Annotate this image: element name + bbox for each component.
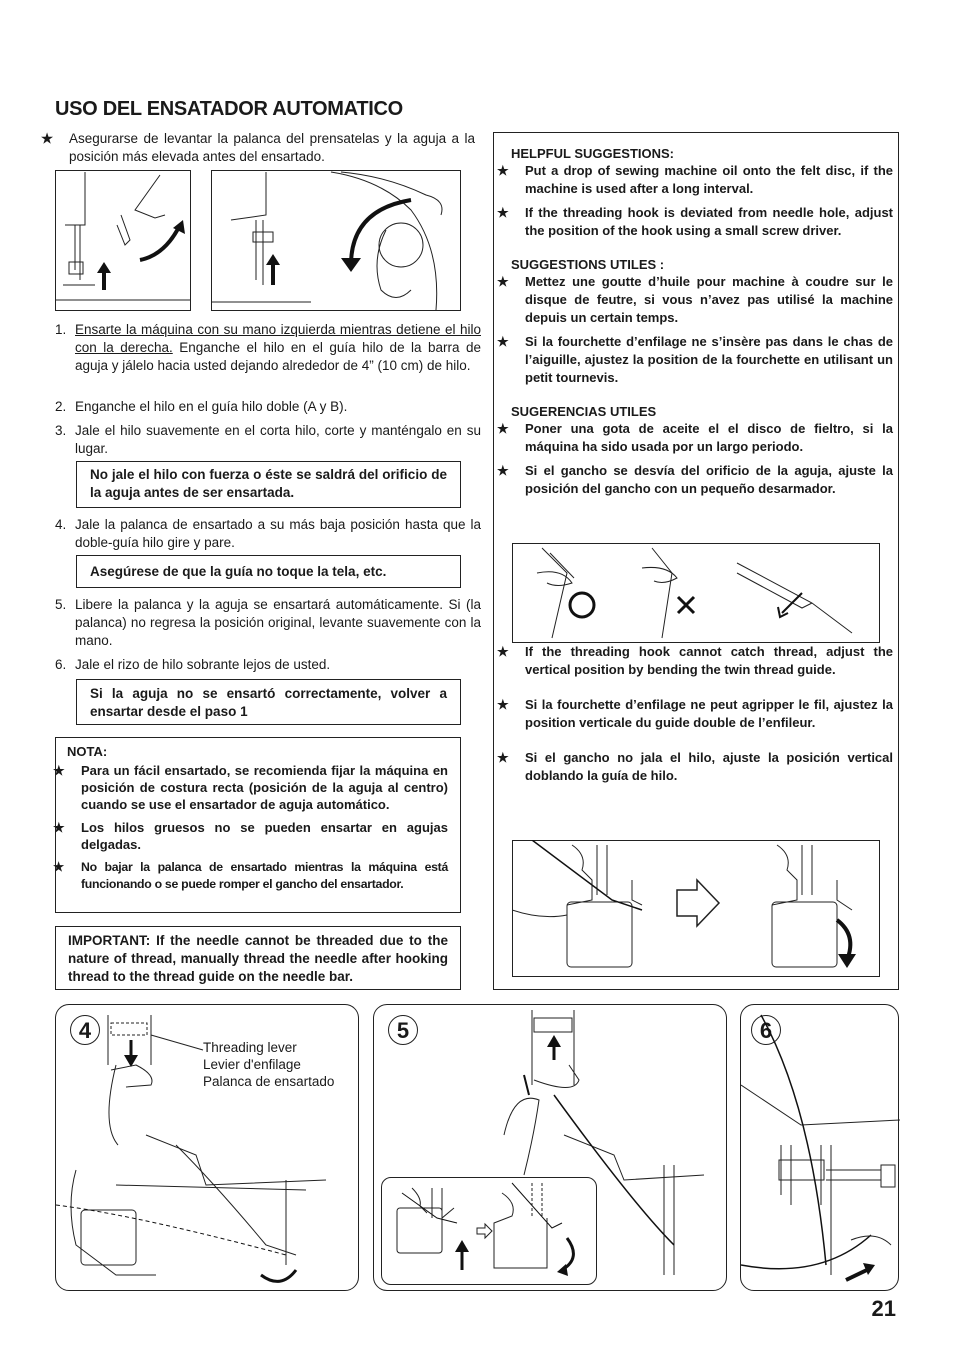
step-2-text: Enganche el hilo en el guía hilo doble (A y B). — [75, 399, 348, 414]
step-5-inset — [381, 1177, 597, 1285]
lever-label-es: Palanca de ensartado — [203, 1074, 335, 1089]
star-icon: ★ — [41, 131, 54, 146]
star-icon: ★ — [53, 860, 64, 874]
step-5-text: Libere la palanca y la aguja se ensartará automáticamente. Si (la palanca) no regresa la posición original, levante suavemente con la mano. — [75, 597, 481, 648]
star-icon: ★ — [497, 697, 509, 712]
step-4-warning: Asegúrese de que la guía no toque la tela, etc. — [90, 564, 387, 579]
thread-guide-illustration — [512, 840, 880, 977]
suggestions-content — [497, 145, 893, 498]
nota-heading: NOTA: — [67, 744, 108, 759]
hook-item — [497, 749, 893, 785]
step-6-illustration — [741, 1005, 900, 1292]
suggestion-item — [497, 162, 893, 198]
step-number: 1. — [55, 322, 67, 337]
page-number: 21 — [871, 1296, 896, 1321]
step-3-text: Jale el hilo suavemente en el corta hilo, corte y manténgalo en su lugar. — [75, 423, 481, 456]
step-5 — [55, 596, 481, 650]
needle-raise-illustration — [211, 170, 461, 311]
step-4-warning-box — [76, 555, 461, 588]
star-icon: ★ — [497, 644, 509, 659]
star-icon: ★ — [53, 763, 65, 778]
nota-item-text: Los hilos gruesos no se pueden ensartar en agujas delgadas. — [81, 820, 448, 852]
suggestion-text: If the threading hook is deviated from needle hole, adjust the position of the hook using a small screw driver. — [525, 205, 893, 238]
star-icon: ★ — [497, 205, 509, 220]
star-icon: ★ — [497, 334, 509, 349]
suggestion-item — [497, 204, 893, 240]
nota-item-text: No bajar la palanca de ensartado mientras la máquina está funcionando o se puede romper el gancho del ensartador. — [81, 860, 448, 891]
step-4-badge: 4 — [70, 1015, 100, 1045]
hook-text: If the threading hook cannot catch thread, adjust the vertical position by bending the twin thread guide. — [525, 644, 893, 677]
suggestion-text: Si el gancho se desvía del orificio de la aguja, ajuste la posición del gancho con un pequeño desarmador. — [525, 463, 893, 496]
step-4-text: Jale la palanca de ensartado a su más baja posición hasta que la doble-guía hilo gire y pare. — [75, 517, 481, 550]
star-icon: ★ — [497, 463, 509, 478]
intro-text: Asegurarse de levantar la palanca del prensatelas y la aguja a la posición más elevada antes del ensartado. — [69, 131, 475, 164]
star-icon: ★ — [53, 820, 65, 835]
intro-note — [41, 130, 475, 166]
hook-position-illustration — [512, 543, 880, 643]
star-icon: ★ — [497, 750, 509, 765]
important-text: IMPORTANT: If the needle cannot be threaded due to the nature of thread, manually thread the needle after hooking thread to the thread guide on the needle bar. — [68, 933, 448, 984]
step-3-warning: No jale el hilo con fuerza o éste se saldrá del orificio de la aguja antes de ser ensartada. — [90, 467, 447, 500]
step-number: 4. — [55, 517, 67, 532]
step-1-emphasis: Ensarte la máquina con su mano izquierda mientras detiene el hilo con la derecha. — [75, 322, 481, 355]
panel-step-5 — [373, 1004, 727, 1291]
suggestion-text: Put a drop of sewing machine oil onto the felt disc, if the machine is used after a long interval. — [525, 163, 893, 196]
step-number: 5. — [55, 597, 67, 612]
important-box — [55, 926, 461, 990]
suggestion-item — [497, 333, 893, 387]
step-6-text: Jale el rizo de hilo sobrante lejos de usted. — [75, 657, 331, 672]
step-6 — [55, 656, 481, 674]
star-icon: ★ — [497, 274, 509, 289]
step-1-text: Enganche el hilo en el guía hilo de la barra de aguja y jálelo hacia usted dejando alrededor de 4” (10 cm) de hilo. — [75, 340, 481, 373]
panel-step-4 — [55, 1004, 359, 1291]
suggestion-item — [497, 462, 893, 498]
hook-item — [497, 696, 893, 732]
hook-text: Si el gancho no jala el hilo, ajuste la posición vertical doblando la guía de hilo. — [525, 750, 893, 783]
nota-box — [55, 737, 461, 913]
suggestion-text: Mettez une goutte d’huile pour machine à coudre sur le disque de feutre, si vous n’avez pas utilisé la machine depuis un certain temps. — [525, 274, 893, 325]
star-icon: ★ — [497, 163, 509, 178]
suggestion-item — [497, 273, 893, 327]
step-6-warning: Si la aguja no se ensartó correctamente, volver a ensartar desde el paso 1 — [90, 686, 447, 719]
star-icon: ★ — [497, 421, 509, 436]
nota-item — [53, 762, 448, 813]
step-3 — [55, 422, 481, 458]
suggestion-text: Si la fourchette d’enfilage ne s’insère pas dans le chas de l’aiguille, ajustez la position de la fourchette en utilisant un petit tournevis. — [525, 334, 893, 385]
step-number: 6. — [55, 657, 67, 672]
lever-raise-illustration — [55, 170, 191, 311]
nota-item — [53, 859, 448, 893]
nota-item — [53, 819, 448, 853]
step-2 — [55, 398, 481, 416]
step-number: 3. — [55, 423, 67, 438]
step-4 — [55, 516, 481, 552]
step-3-warning-box — [76, 461, 461, 508]
step-5-badge: 5 — [388, 1015, 418, 1045]
suggestions-utiles-heading: SUGGESTIONS UTILES : — [511, 257, 665, 272]
hook-text: Si la fourchette d’enfilage ne peut agripper le fil, ajustez la position verticale du guide double de l’enfileur. — [525, 697, 893, 730]
step-6-warning-box — [76, 679, 461, 725]
step-5-inset-illustration — [382, 1178, 598, 1286]
nota-item-text: Para un fácil ensartado, se recomienda fijar la máquina en posición de costura recta (posición de la aguja al centro) cuando se use el ensartador de aguja automático. — [81, 763, 448, 812]
helpful-heading: HELPFUL SUGGESTIONS: — [511, 146, 674, 161]
hook-item — [497, 643, 893, 679]
step-1 — [55, 321, 481, 375]
panel-step-6 — [740, 1004, 899, 1291]
suggestion-text: Poner una gota de aceite el el disco de fieltro, si la máquina ha sido usada por un largo periodo. — [525, 421, 893, 454]
lever-label-fr: Levier d'enfilage — [203, 1057, 301, 1072]
step-4-illustration — [56, 1005, 360, 1292]
lever-label-en: Threading lever — [203, 1040, 297, 1055]
step-6-badge: 6 — [751, 1015, 781, 1045]
step-number: 2. — [55, 399, 67, 414]
sugerencias-heading: SUGERENCIAS UTILES — [511, 404, 657, 419]
suggestion-item — [497, 420, 893, 456]
hook-adjust-content — [497, 643, 893, 785]
page-title: USO DEL ENSATADOR AUTOMATICO — [55, 98, 403, 120]
